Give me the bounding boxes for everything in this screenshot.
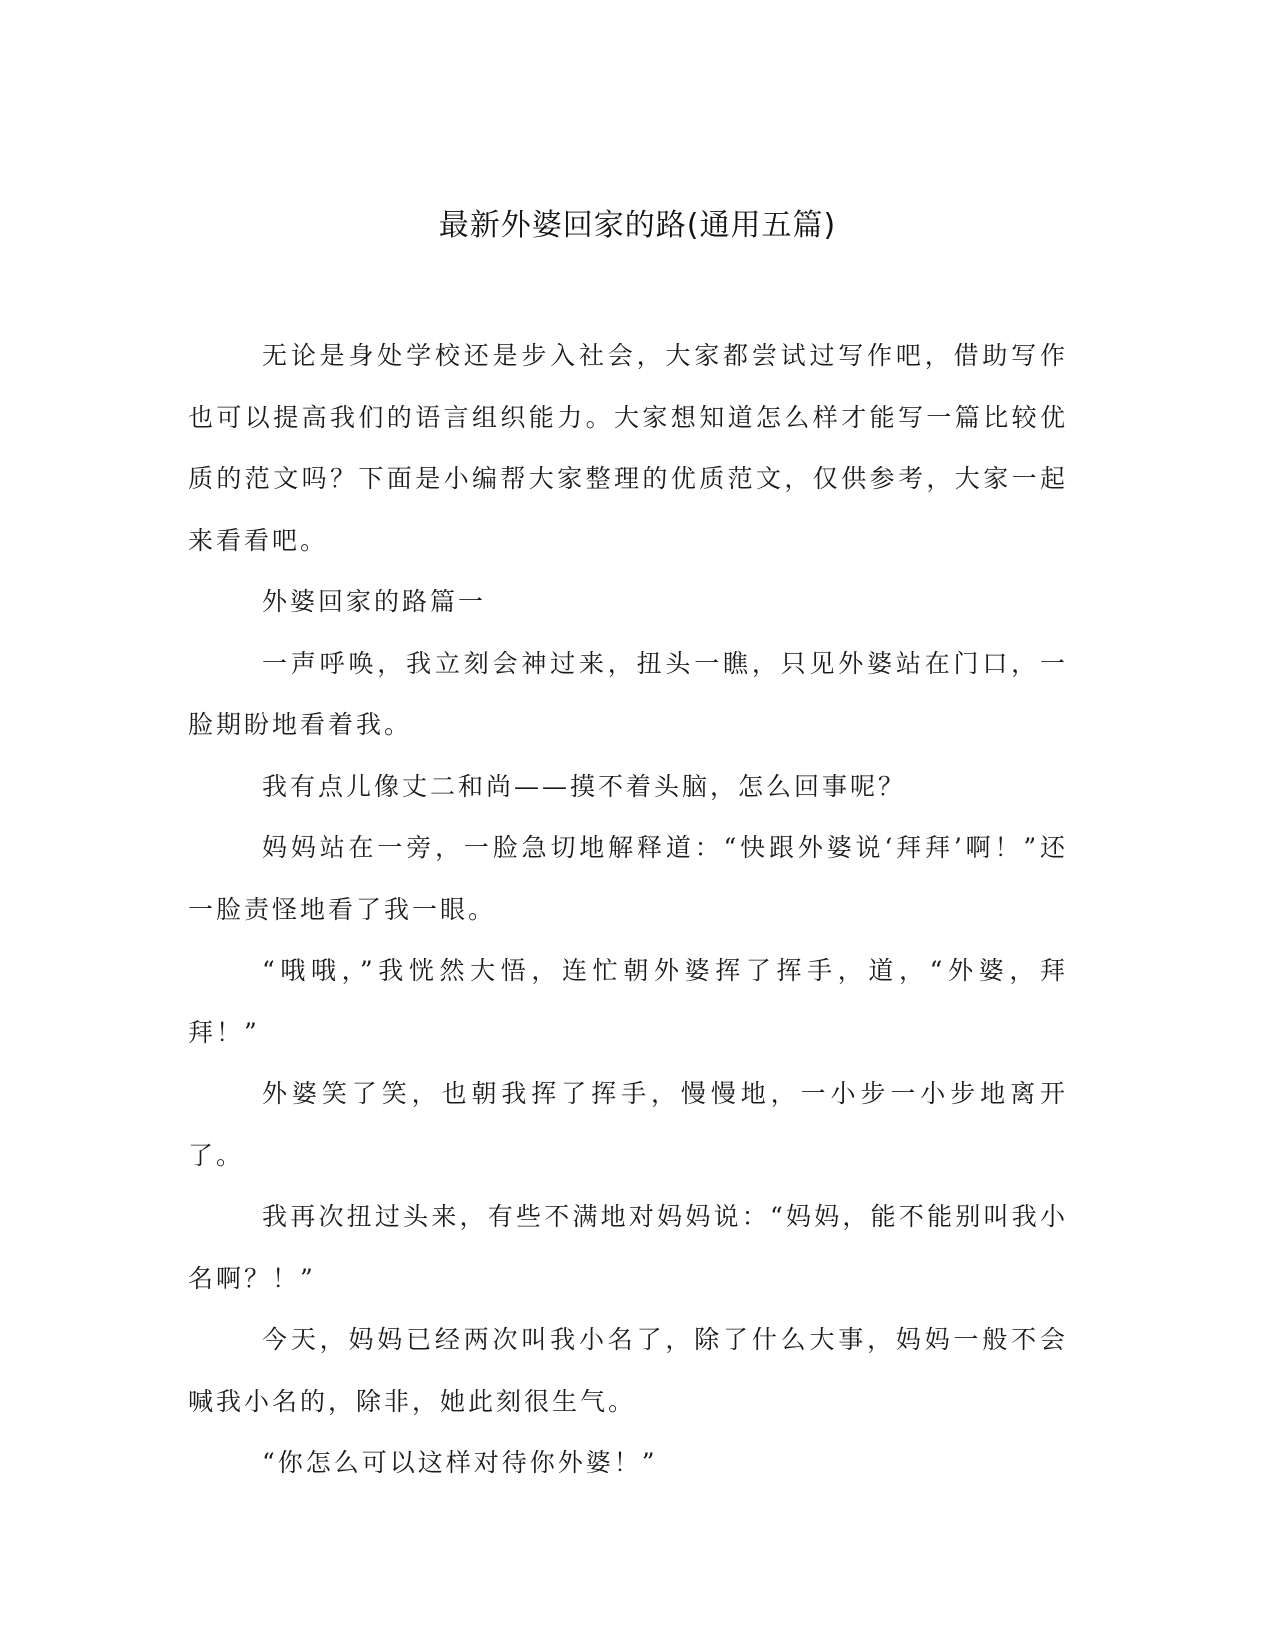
- paragraph: 妈妈站在一旁，一脸急切地解释道：“快跟外婆说‘拜拜’啊！”还一脸责怪地看了我一眼。: [188, 833, 1068, 924]
- paragraph: 无论是身处学校还是步入社会，大家都尝试过写作吧，借助写作也可以提高我们的语言组织能力。大家想知道怎么样才能写一篇比较优质的范文吗？下面是小编帮大家整理的优质范文，仅供参考，大家一起来看看吧。: [188, 341, 1068, 555]
- paragraph: 我有点儿像丈二和尚——摸不着头脑，怎么回事呢？: [262, 771, 907, 801]
- paragraph: “你怎么可以这样对待你外婆！”: [262, 1448, 658, 1477]
- section-heading: 外婆回家的路篇一: [262, 587, 487, 616]
- paragraph: 今天，妈妈已经两次叫我小名了，除了什么大事，妈妈一般不会喊我小名的，除非，她此刻很生气。: [188, 1325, 1068, 1416]
- document-title: 最新外婆回家的路(通用五篇): [438, 208, 837, 243]
- document-body: [188, 325, 1068, 1494]
- paragraph: 一声呼唤，我立刻会神过来，扭头一瞧，只见外婆站在门口，一脸期盼地看着我。: [188, 648, 1068, 739]
- paragraph: “哦哦，”我恍然大悟，连忙朝外婆挥了挥手，道，“外婆，拜拜！”: [188, 956, 1068, 1047]
- paragraph: 外婆笑了笑，也朝我挥了挥手，慢慢地，一小步一小步地离开了。: [188, 1079, 1068, 1170]
- paragraph: 我再次扭过头来，有些不满地对妈妈说：“妈妈，能不能别叫我小名啊？！”: [188, 1202, 1068, 1293]
